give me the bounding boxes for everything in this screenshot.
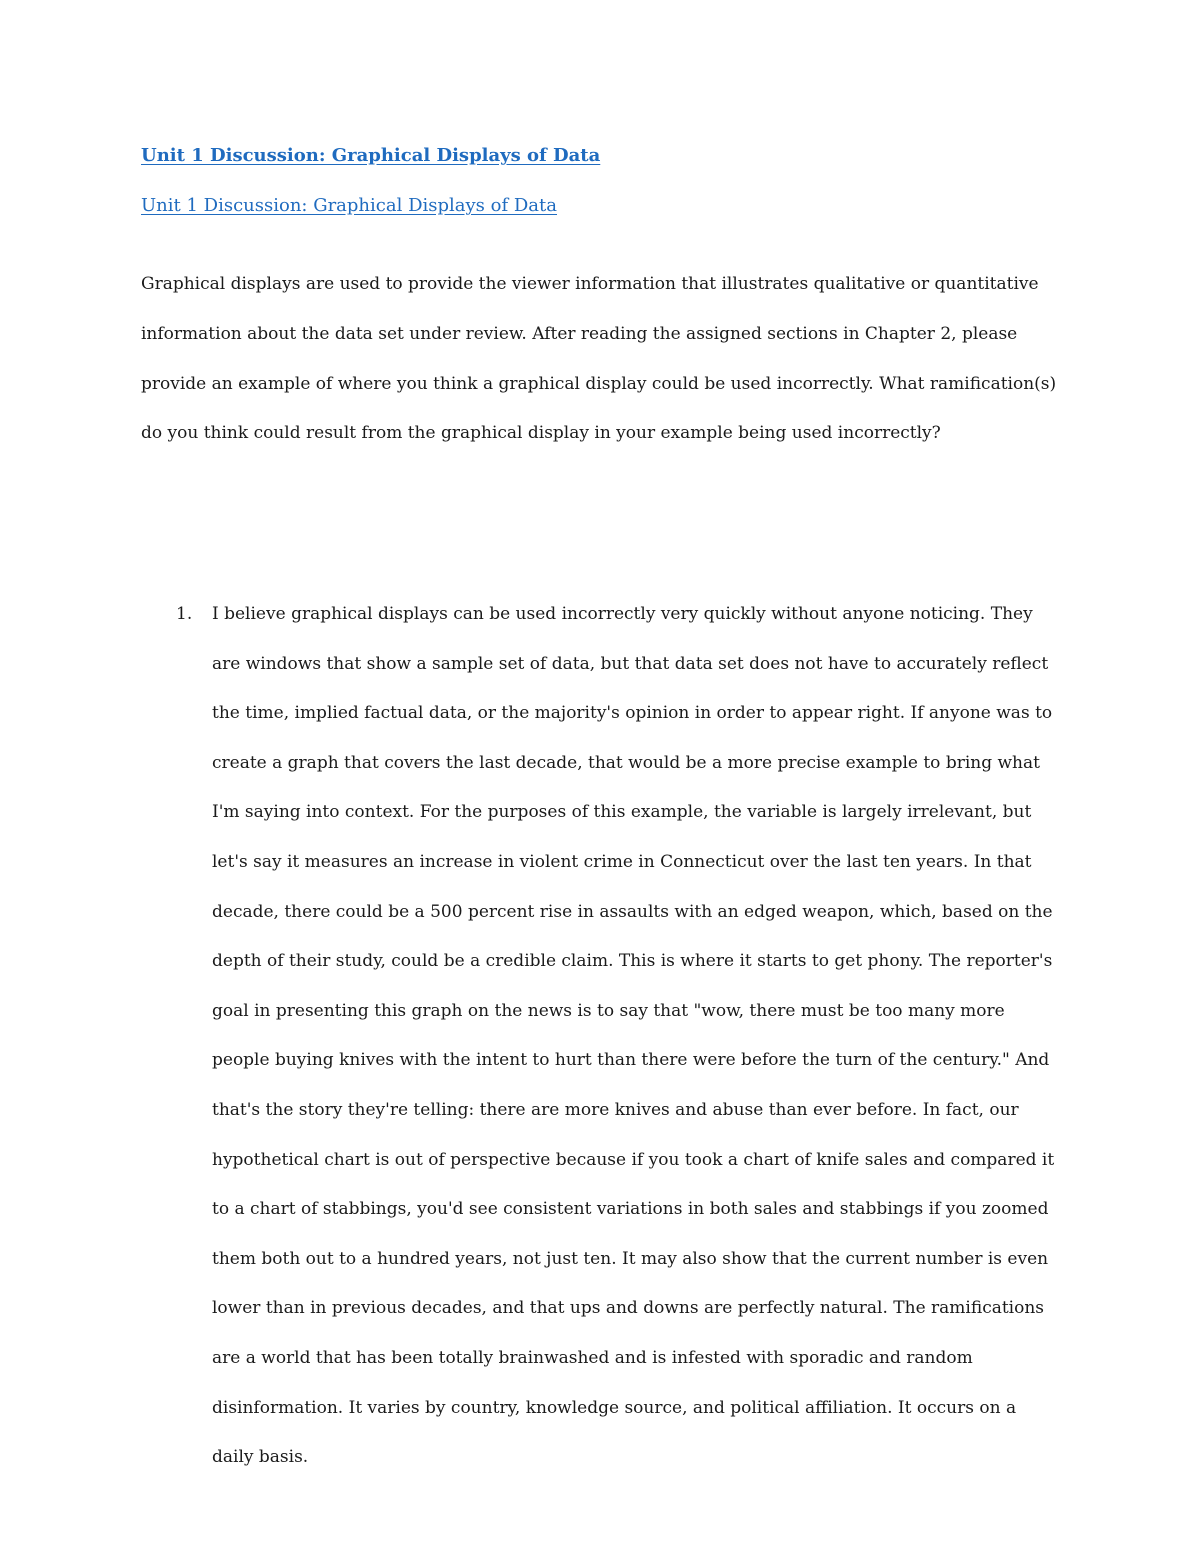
answer-list [141,590,1061,1483]
list-item [141,590,1061,1483]
discussion-prompt: Graphical displays are used to provide the viewer information that illustrates qualitative or quantitative information about the data set under review. After reading the assigned sections in Chapter 2, please provide an example of where you think a graphical display could be used incorrectly. What ramification(s) do you think could result from the graphical display in your example being used incorrectly? [141,274,1057,444]
list-item-text: I believe graphical displays can be used incorrectly very quickly without anyone noticing. They are windows that show a sample set of data, but that data set does not have to accurately reflect the time, implied factual data, or the majority's opinion in order to appear right. If anyone was to create a graph that covers the last decade, that would be a more precise example to bring what I'm saying into context. For the purposes of this example, the variable is largely irrelevant, but let's say it measures an increase in violent crime in Connecticut over the last ten years. In that decade, there could be a 500 percent rise in assaults with an edged weapon, which, based on the depth of their study, could be a credible claim. This is where it starts to get phony. The reporter's goal in presenting this graph on the news is to say that "wow, there must be too many more people buying knives with the intent to hurt than there were before the turn of the century." And that's the story they're telling: there are more knives and abuse than ever before. In fact, our hypothetical chart is out of perspective because if you took a chart of knife sales and compared it to a chart of stabbings, you'd see consistent variations in both sales and stabbings if you zoomed them both out to a hundred years, not just ten. It may also show that the current number is even lower than in previous decades, and that ups and downs are perfectly natural. The ramifications are a world that has been totally brainwashed and is infested with sporadic and random disinformation. It varies by country, knowledge source, and political affiliation. It occurs on a daily basis. [212,604,1055,1468]
list-item-number: 1. [176,604,193,624]
subheading-link[interactable]: Unit 1 Discussion: Graphical Displays of Data [141,195,557,216]
heading-link[interactable]: Unit 1 Discussion: Graphical Displays of Data [141,145,601,166]
